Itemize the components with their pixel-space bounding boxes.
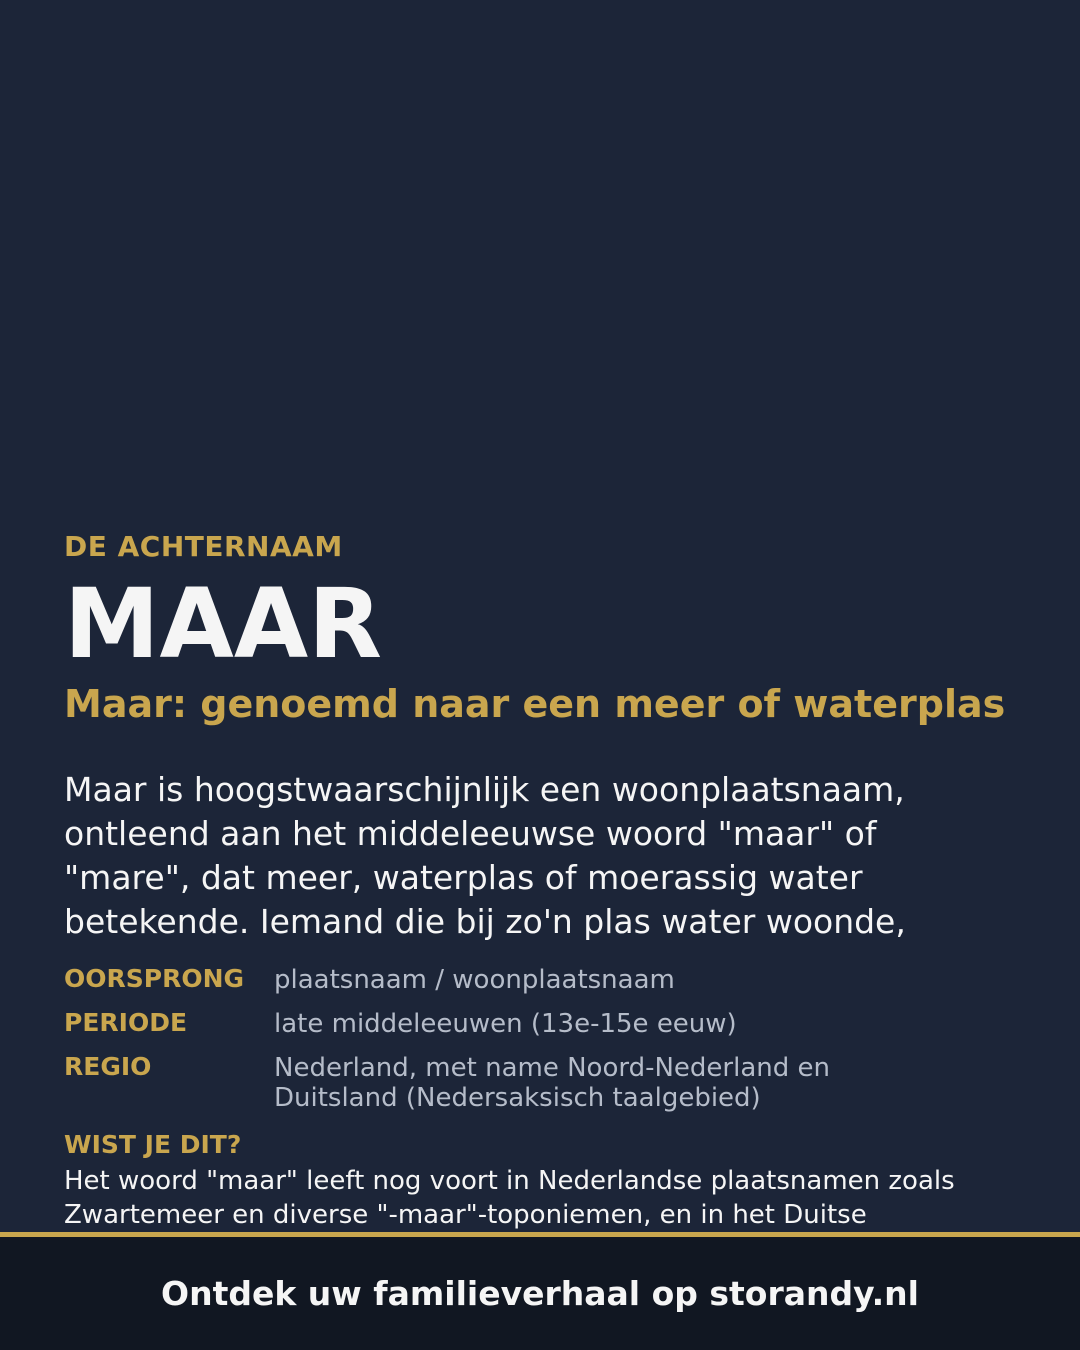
fact-label: PERIODE: [64, 1008, 188, 1037]
fact-value: late middeleeuwen (13e-15e eeuw): [274, 1009, 737, 1039]
fact-row-period: [64, 1007, 1024, 1039]
fact-value: Nederland, met name Noord-Nederland en Duitsland (Nedersaksisch taalgebied): [274, 1053, 830, 1113]
fact-label: OORSPRONG: [64, 964, 245, 993]
fact-row-region: [64, 1051, 1024, 1113]
did-you-know-label: WIST JE DIT?: [64, 1130, 242, 1159]
did-you-know-text: Het woord "maar" leeft nog voort in Nederlandse plaatsnamen zoals Zwartemeer en diverse "-maar"-toponiemen, en in het Duitse: [64, 1166, 955, 1230]
footer-banner: [0, 1237, 1080, 1350]
fact-label: REGIO: [64, 1052, 152, 1081]
eyebrow-label: DE ACHTERNAAM: [64, 530, 343, 563]
content-area: [64, 0, 1024, 1232]
facts-list: [64, 963, 1024, 1125]
surname-title: MAAR: [64, 568, 383, 680]
fact-row-origin: [64, 963, 1024, 995]
surname-subtitle: Maar: genoemd naar een meer of waterplas: [64, 682, 1006, 726]
footer-cta-text: Ontdek uw familieverhaal op storandy.nl: [161, 1274, 919, 1313]
fact-value: plaatsnaam / woonplaatsnaam: [274, 965, 675, 995]
description-text: Maar is hoogstwaarschijnlijk een woonplaatsnaam, ontleend aan het middeleeuwse woord "maar" of "mare", dat meer, waterplas of moerassig water betekende. Iemand die bij zo'n plas water woonde,: [64, 770, 906, 941]
